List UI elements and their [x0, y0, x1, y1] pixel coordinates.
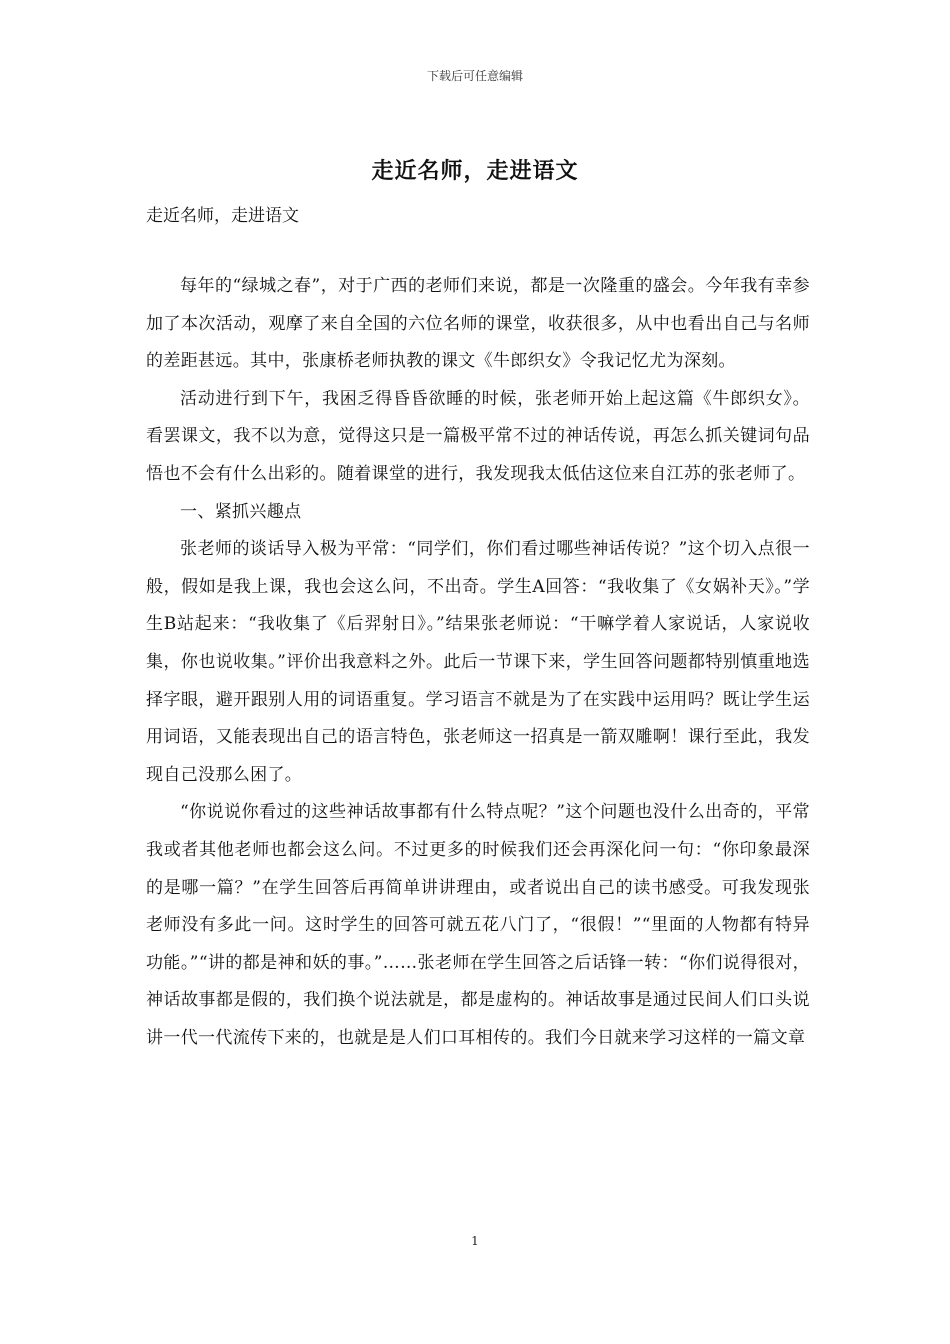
section-heading-interest: 一、紧抓兴趣点 — [180, 501, 302, 522]
paragraph-afternoon: 活动进行到下午，我困乏得昏昏欲睡的时候，张老师开始上起这篇《牛郎织女》。看罢课文，我不以为意，觉得这只是一篇极平常不过的神话传说，再怎么抓关键词句品悟也不会有什么出彩的。随着课堂的进行，我发现我太低估这位来自江苏的张老师了。 — [146, 388, 810, 484]
document-body — [146, 268, 810, 1057]
page-number: 1 — [471, 1234, 479, 1248]
paragraph-myth-features: “你说说你看过的这些神话故事都有什么特点呢？”这个问题也没什么出奇的，平常我或者其他老师也都会这么问。不过更多的时候我们还会再深化问一句：“你印象最深的是哪一篇？”在学生回答后再简单讲讲理由，或者说出自己的读书感受。可我发现张老师没有多此一问。这时学生的回答可就五花八门了，“很假！”“里面的人物都有特异功能。”“讲的都是神和妖的事。”……张老师在学生回答之后话锋一转：“你们说得很对，神话故事都是假的，我们换个说法就是，都是虚构的。神话故事是通过民间人们口头说讲一代一代流传下来的，也就是是人们口耳相传的。我们今日就来学习这样的一篇文章 — [146, 802, 810, 1048]
paragraph-intro: 每年的“绿城之春”，对于广西的老师们来说，都是一次隆重的盛会。今年我有幸参加了本次活动，观摩了来自全国的六位名师的课堂，收获很多，从中也看出自己与名师的差距甚远。其中，张康桥老师执教的课文《牛郎织女》令我记忆尤为深刻。 — [146, 276, 810, 372]
document-subtitle: 走近名师，走进语文 — [146, 206, 299, 226]
page-header-note: 下载后可任意编辑 — [426, 69, 523, 83]
document-title: 走近名师，走进语文 — [371, 158, 579, 184]
paragraph-introduction-talk: 张老师的谈话导入极为平常：“同学们，你们看过哪些神话传说？”这个切入点很一般，假如是我上课，我也会这么问，不出奇。学生A回答：“我收集了《女娲补天》。”学生B站起来：“我收集了《后羿射日》。”结果张老师说：“干嘛学着人家说话，人家说收集，你也说收集。”评价出我意料之外。此后一节课下来，学生回答问题都特别慎重地选择字眼，避开跟别人用的词语重复。学习语言不就是为了在实践中运用吗？既让学生运用词语，又能表现出自己的语言特色，张老师这一招真是一箭双雕啊！课行至此，我发现自己没那么困了。 — [146, 539, 810, 785]
